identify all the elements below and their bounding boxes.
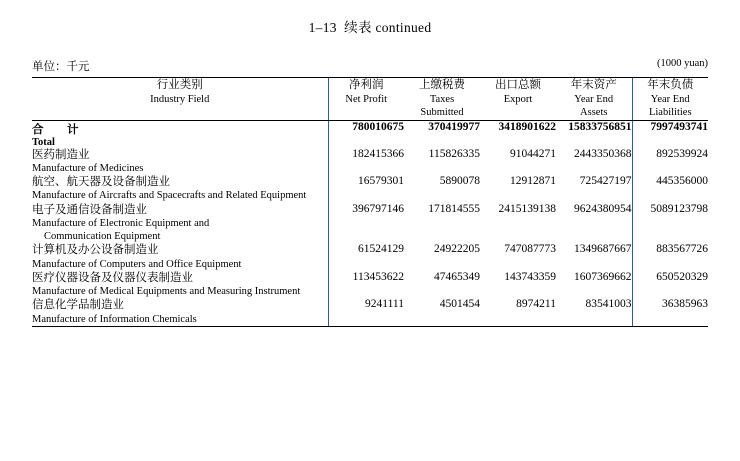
column-header-export-cn: 出口总额 [495,79,541,91]
title-cn: 续表 [344,20,372,35]
page-title [0,0,740,36]
row-value-taxes-submitted: 115826335 [428,147,480,160]
column-header-year-end-assets-en-line1: Year End [574,93,614,105]
table-row [32,175,708,189]
title-en: continued [375,20,432,35]
unit-label-en: (1000 yuan) [656,58,708,69]
row-value-net-profit: 780010675 [328,120,404,137]
column-header-industry-field-en: Industry Field [150,93,210,105]
row-label-cn: 医疗仪器设备及仪器仪表制造业 [32,271,193,284]
row-label-en-line2: Communication Equipment [44,231,161,243]
table-row-en [32,285,708,298]
column-header-year-end-liabilities-en-line1: Year End [650,93,690,105]
row-value-net-profit: 61524129 [328,243,404,257]
row-label-cn: 信息化学品制造业 [32,299,124,312]
row-value-year-end-assets: 15833756851 [568,120,632,133]
column-header-year-end-assets-cn: 年末资产 [570,79,617,91]
spacer-cell [404,285,480,298]
table-row [32,243,708,257]
spacer-cell [556,137,632,148]
column-header-year-end-assets-en-line2: Assets [580,107,608,119]
spacer-cell [632,285,708,298]
spacer-cell [328,162,404,175]
spacer-cell [404,258,480,271]
spacer-cell [480,313,556,327]
column-header-year-end-liabilities-cn: 年末负债 [647,79,694,91]
spacer-cell [480,285,556,298]
spacer-cell [328,217,404,230]
row-label-cn: 计算机及办公设备制造业 [32,244,159,257]
spacer-cell [632,162,708,175]
table-row-en [32,162,708,175]
column-header-net-profit [328,78,404,121]
column-header-year-end-liabilities [632,78,708,121]
spacer-cell [556,230,632,243]
spacer-cell [404,230,480,243]
spacer-cell [328,258,404,271]
spacer-cell [480,258,556,271]
row-label-en: Manufacture of Computers and Office Equipment [32,258,242,270]
column-header-taxes-submitted-en-line2: Submitted [420,107,464,119]
spacer-cell [404,137,480,148]
column-header-taxes-submitted-en-line1: Taxes [429,93,455,105]
spacer-cell [632,189,708,202]
spacer-cell [480,162,556,175]
spacer-cell [328,285,404,298]
row-label-en: Manufacture of Aircrafts and Spacecrafts and Related Equipment [32,190,307,202]
table-header [32,78,708,121]
spacer-cell [556,258,632,271]
spacer-cell [556,313,632,327]
row-value-export: 747087773 [504,243,556,256]
row-value-year-end-assets: 83541003 [585,298,632,311]
row-label-en: Manufacture of Electronic Equipment and [32,217,210,229]
spacer-cell [404,162,480,175]
statistics-table [32,77,708,327]
spacer-cell [328,230,404,243]
table-row-en [32,313,708,327]
spacer-cell [632,217,708,230]
column-header-industry-field [32,78,328,121]
column-header-net-profit-cn: 净利润 [349,79,384,91]
row-value-export: 12912871 [510,175,556,188]
row-value-taxes-submitted: 5890078 [439,175,480,188]
row-value-year-end-liabilities: 36385963 [632,298,708,312]
row-value-year-end-liabilities: 7997493741 [632,120,708,137]
row-value-taxes-submitted: 370419977 [428,120,480,133]
row-value-export: 2415139138 [498,202,556,215]
row-value-taxes-submitted: 171814555 [428,202,480,215]
row-label-en: Total [32,136,55,148]
title-number: 1–13 [308,20,337,35]
column-header-year-end-assets [556,78,632,121]
table-row-en [32,137,708,148]
row-label-en: Manufacture of Information Chemicals [32,313,328,327]
row-label-cn: 合 计 [32,123,85,136]
table-row [32,271,708,285]
row-value-net-profit: 9241111 [328,298,404,312]
unit-label-cn: 单位：千元 [32,61,90,73]
spacer-cell [632,258,708,271]
row-value-year-end-assets: 9624380954 [574,202,632,215]
row-value-export: 91044271 [510,147,556,160]
spacer-cell [556,162,632,175]
column-header-taxes-submitted-cn: 上缴税费 [419,79,465,91]
row-value-taxes-submitted: 47465349 [434,270,480,283]
table-row [32,120,708,137]
table-header-row [32,78,708,121]
column-header-taxes-submitted [404,78,480,121]
column-header-export [480,78,556,121]
row-value-year-end-assets: 1349687667 [574,243,632,256]
table-row [32,298,708,312]
row-value-export: 8974211 [516,298,556,311]
spacer-cell [480,217,556,230]
column-header-year-end-liabilities-en-line2: Liabilities [648,107,692,119]
spacer-cell [404,189,480,202]
row-value-year-end-liabilities: 650520329 [632,271,708,285]
table-row-en-continued [32,230,708,243]
spacer-cell [404,217,480,230]
column-header-industry-field-cn: 行业类别 [156,79,203,91]
spacer-cell [480,189,556,202]
row-value-year-end-assets: 1607369662 [574,270,632,283]
row-label-en: Manufacture of Medicines [32,162,144,174]
row-label-cn: 电子及通信设备制造业 [32,203,147,216]
row-value-net-profit: 396797146 [328,203,404,217]
spacer-cell [404,313,480,327]
unit-row [32,58,708,74]
table-row-en [32,258,708,271]
column-header-net-profit-en: Net Profit [345,93,388,105]
spacer-cell [556,285,632,298]
row-value-year-end-liabilities: 5089123798 [632,203,708,217]
row-value-year-end-assets: 725427197 [579,175,632,188]
spacer-cell [632,230,708,243]
row-value-net-profit: 182415366 [328,148,404,162]
row-label-en: Manufacture of Medical Equipments and Measuring Instrument [32,286,301,298]
row-value-export: 143743359 [504,270,556,283]
table-row-en [32,189,708,202]
spacer-cell [480,137,556,148]
spacer-cell [556,189,632,202]
row-value-year-end-assets: 2443350368 [574,147,632,160]
row-value-export: 3418901622 [498,120,556,133]
row-value-year-end-liabilities: 892539924 [632,148,708,162]
table-row [32,203,708,217]
spacer-cell [632,137,708,148]
column-header-export-en: Export [503,93,533,105]
row-value-year-end-liabilities: 883567726 [632,243,708,257]
table-row-en [32,217,708,230]
spacer-cell [328,189,404,202]
row-value-year-end-liabilities: 445356000 [632,175,708,189]
spacer-cell [480,230,556,243]
table-row [32,148,708,162]
row-value-net-profit: 16579301 [328,175,404,189]
spacer-cell [556,217,632,230]
row-value-taxes-submitted: 4501454 [439,298,480,311]
spacer-cell [632,313,708,327]
table-body [32,120,708,326]
row-label-cn: 医药制造业 [32,148,90,161]
spacer-cell [328,313,404,327]
row-value-net-profit: 113453622 [328,271,404,285]
row-label-cn: 航空、航天器及设备制造业 [32,176,170,189]
row-value-taxes-submitted: 24922205 [434,243,480,256]
spacer-cell [328,137,404,148]
